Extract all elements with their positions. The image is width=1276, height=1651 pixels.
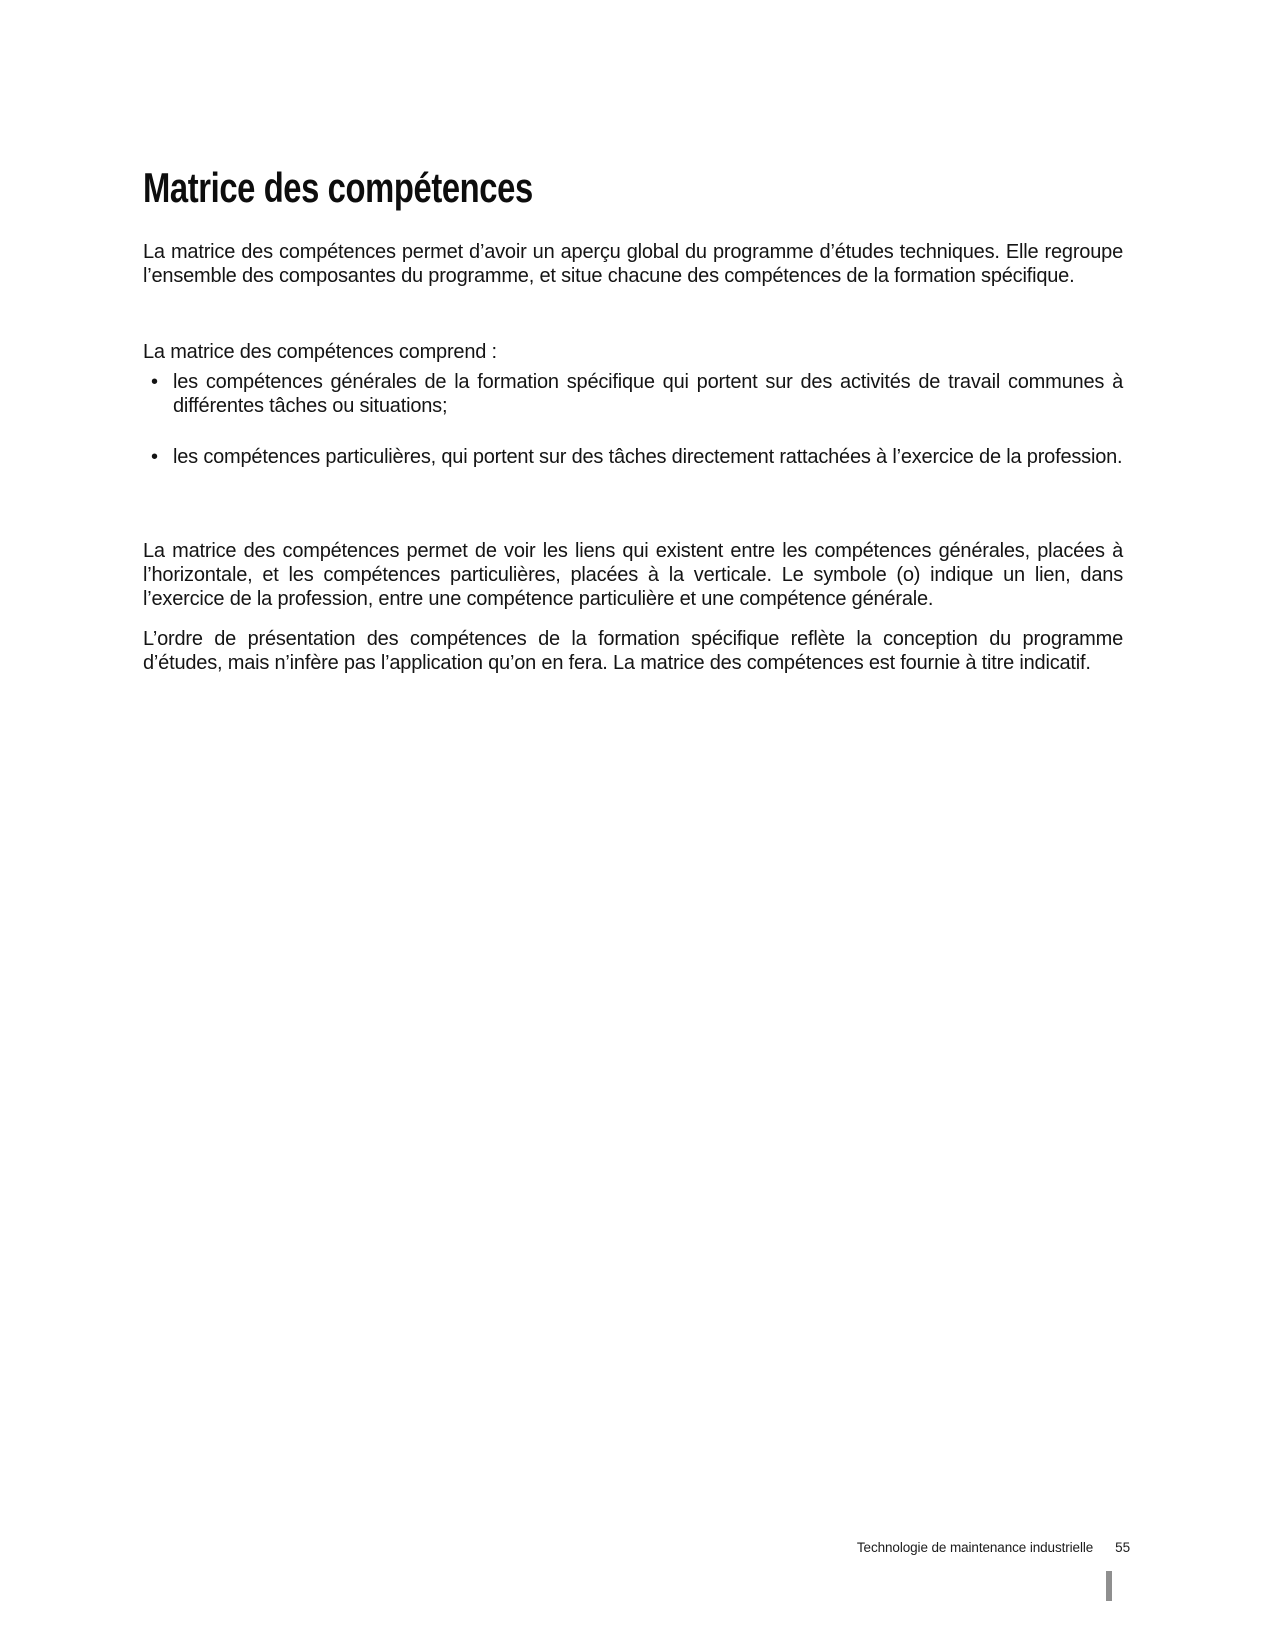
bullet-icon: • (151, 371, 158, 393)
footer-document-title: Technologie de maintenance industrielle (856, 1540, 1094, 1555)
paragraph-intro: La matrice des compétences permet d’avoir un aperçu global du programme d’études techniques. Elle regroupe l’ensemble des composantes du programme, et situe chacune des compétences de la formation spécifique. (143, 241, 1123, 287)
footer-page-number: 55 (1115, 1540, 1130, 1555)
bullet-item-general-competencies (143, 370, 1123, 418)
footer-gray-bar (1106, 1571, 1112, 1601)
paragraph-links-explanation: La matrice des compétences permet de voir les liens qui existent entre les compétences générales, placées à l’horizontale, et les compétences particulières, placées à la verticale. Le symbole (o) indique un lien, dans l’exercice de la profession, entre une compétence particulière et une compétence générale. (143, 540, 1123, 610)
bullet-text: les compétences particulières, qui portent sur des tâches directement rattachées à l’exercice de la profession. (173, 446, 1123, 468)
page-footer (143, 1540, 1130, 1555)
bullet-item-particular-competencies (143, 445, 1123, 469)
paragraph-order-note: L’ordre de présentation des compétences de la formation spécifique reflète la conception du programme d’études, mais n’infère pas l’application qu’on en fera. La matrice des compétences est fournie à titre indicatif. (143, 628, 1123, 674)
paragraph-lead-in: La matrice des compétences comprend : (143, 341, 497, 363)
page-title: Matrice des compétences (143, 164, 533, 212)
bullet-text: les compétences générales de la formation spécifique qui portent sur des activités de travail communes à différentes tâches ou situations; (173, 371, 1123, 417)
bullet-icon: • (151, 446, 158, 468)
